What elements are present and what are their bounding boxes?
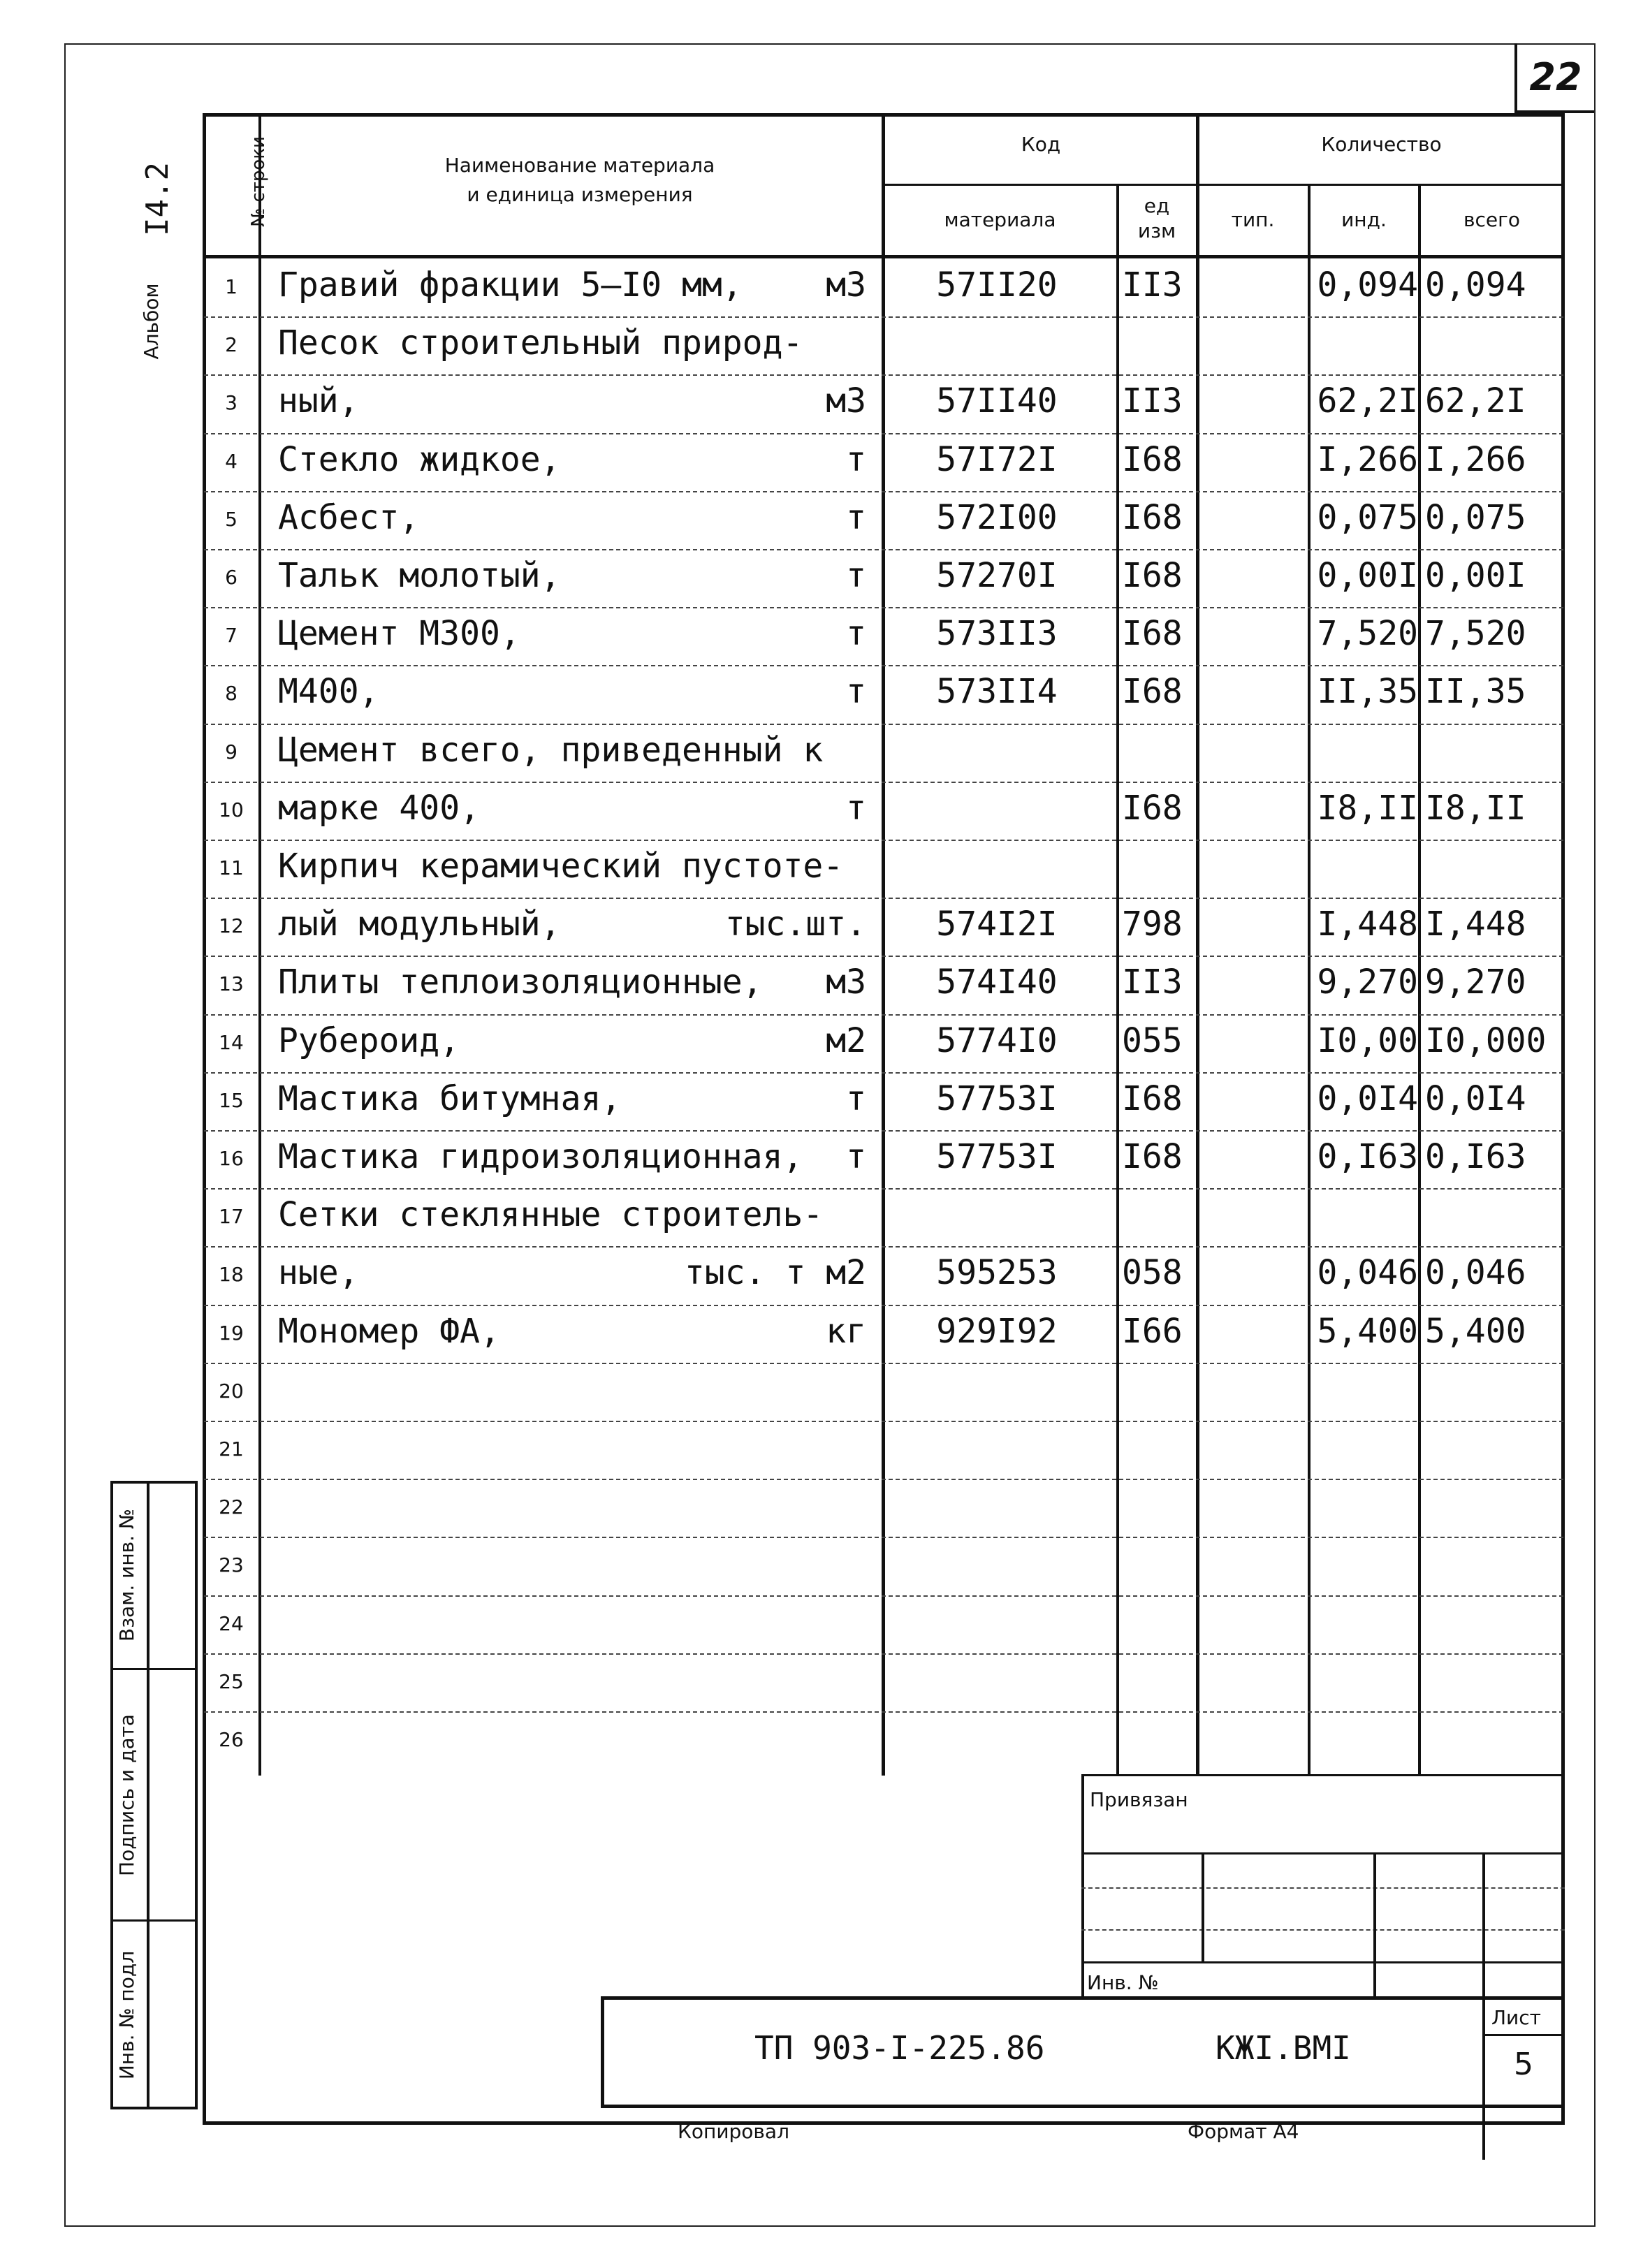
material-unit: тыс.шт. [724, 905, 866, 944]
qty-ind: 0,094 [1317, 265, 1418, 305]
material-code: 595253 [936, 1253, 1058, 1293]
row-divider [204, 1595, 1563, 1598]
row-divider [204, 1711, 1563, 1714]
material-name: Мастика гидроизоляционная, [278, 1137, 803, 1176]
header-name-line1: Наименование материала [444, 154, 715, 177]
qty-ind: I,266 [1317, 439, 1418, 479]
privyazan-label: Привязан [1090, 1788, 1188, 1811]
stamp-top-line [1081, 1774, 1565, 1776]
header-code: Код [1021, 133, 1061, 156]
row-divider [204, 1363, 1563, 1366]
unit-code: I68 [1122, 614, 1183, 654]
row-number: 25 [219, 1669, 244, 1693]
qty-total: 0,094 [1425, 265, 1526, 305]
row-divider [204, 1014, 1563, 1017]
unit-code: I68 [1122, 556, 1183, 595]
list-number: 5 [1514, 2047, 1533, 2082]
unit-code: II3 [1122, 265, 1183, 305]
unit-code: I68 [1122, 788, 1183, 828]
material-name: ный, [278, 381, 359, 421]
qty-ind: 0,075 [1317, 497, 1418, 537]
row-number: 20 [219, 1379, 244, 1403]
material-name: М400, [278, 672, 379, 712]
qty-total: 0,075 [1425, 497, 1526, 537]
row-number: 23 [219, 1553, 244, 1577]
qty-ind: 62,2I [1317, 381, 1418, 421]
material-name: Тальк молотый, [278, 556, 561, 595]
copied-label: Копировал [678, 2120, 789, 2143]
side-field-sep-2 [110, 1919, 198, 1922]
material-unit: тыс. т м2 [684, 1253, 866, 1293]
qty-ind: 9,270 [1317, 963, 1418, 1002]
material-code: 574I2I [936, 905, 1058, 944]
list-label: Лист [1491, 2006, 1541, 2029]
row-divider [204, 1305, 1563, 1308]
qty-ind: 0,00I [1317, 556, 1418, 595]
stamp-line-a [1081, 1852, 1565, 1854]
header-row-no: № строки [248, 136, 269, 227]
qty-total: I0,000 [1425, 1020, 1547, 1060]
unit-code: 798 [1122, 905, 1183, 944]
material-name: Сетки стеклянные строитель- [278, 1195, 824, 1235]
row-divider [204, 840, 1563, 842]
qty-total: I,448 [1425, 905, 1526, 944]
title-block [601, 1996, 1565, 2108]
qty-ind: 5,400 [1317, 1311, 1418, 1351]
row-divider [204, 1537, 1563, 1539]
material-unit: т [846, 439, 866, 479]
qty-ind: I8,II [1317, 788, 1418, 828]
row-number: 26 [219, 1728, 244, 1751]
row-number: 8 [225, 682, 238, 705]
row-divider [204, 1653, 1563, 1656]
stamp-col-2 [1373, 1852, 1376, 1996]
row-divider [204, 607, 1563, 610]
row-divider [204, 956, 1563, 958]
sheet-number: 22 [1514, 43, 1594, 113]
material-code: 574I40 [936, 963, 1058, 1002]
material-code: 57753I [936, 1137, 1058, 1176]
qty-ind: 0,0I4 [1317, 1078, 1418, 1118]
album-number: I4.2 [140, 162, 175, 236]
row-divider [204, 1246, 1563, 1249]
col-line-name [882, 113, 885, 1776]
qty-ind: 0,I63 [1317, 1137, 1418, 1176]
material-name: Асбест, [278, 497, 420, 537]
row-divider [204, 1130, 1563, 1133]
row-divider [204, 491, 1563, 494]
header-qty-total: всего [1463, 208, 1520, 231]
unit-code: 058 [1122, 1253, 1183, 1293]
material-code: 57753I [936, 1078, 1058, 1118]
row-number: 21 [219, 1437, 244, 1461]
row-number: 12 [219, 914, 244, 938]
header-qty-ind: инд. [1341, 208, 1387, 231]
unit-code: I66 [1122, 1311, 1183, 1351]
material-unit: м3 [826, 265, 866, 305]
row-number: 5 [225, 507, 238, 531]
col-line-num [258, 113, 261, 1776]
header-name-line2: и единица измерения [467, 183, 693, 206]
podpis-data-label: Подпись и дата [115, 1714, 138, 1876]
row-number: 3 [225, 391, 238, 415]
material-name: Плиты теплоизоляционные, [278, 963, 763, 1002]
row-number: 17 [219, 1205, 244, 1229]
unit-code: I68 [1122, 1078, 1183, 1118]
material-unit: м3 [826, 963, 866, 1002]
row-number: 9 [225, 740, 238, 763]
unit-code: I68 [1122, 1137, 1183, 1176]
material-code: 57I72I [936, 439, 1058, 479]
row-divider [204, 316, 1563, 319]
material-name: Гравий фракции 5–I0 мм, [278, 265, 743, 305]
album-label: Альбом [140, 283, 163, 360]
material-unit: т [846, 497, 866, 537]
row-divider [204, 898, 1563, 900]
qty-total: 0,00I [1425, 556, 1526, 595]
row-number: 14 [219, 1030, 244, 1054]
stamp-line-b [1081, 1887, 1565, 1890]
qty-total: 0,046 [1425, 1253, 1526, 1293]
material-unit: т [846, 672, 866, 712]
qty-ind: 0,046 [1317, 1253, 1418, 1293]
material-name: Мономер ФА, [278, 1311, 500, 1351]
row-number: 11 [219, 856, 244, 879]
row-number: 2 [225, 333, 238, 357]
material-unit: т [846, 614, 866, 654]
row-number: 6 [225, 566, 238, 589]
material-name: ные, [278, 1253, 359, 1293]
header-code-material: материала [944, 208, 1056, 231]
row-divider [204, 1072, 1563, 1075]
row-divider [204, 1421, 1563, 1424]
header-code-unit-1: ед [1144, 194, 1170, 217]
qty-total: 5,400 [1425, 1311, 1526, 1351]
material-unit: т [846, 556, 866, 595]
stamp-col-1 [1202, 1852, 1204, 1961]
row-divider [204, 724, 1563, 726]
material-name: Рубероид, [278, 1020, 460, 1060]
qty-total: 0,I63 [1425, 1137, 1526, 1176]
row-number: 4 [225, 449, 238, 473]
material-name: Стекло жидкое, [278, 439, 561, 479]
row-number: 13 [219, 972, 244, 996]
material-unit: т [846, 788, 866, 828]
qty-total: I8,II [1425, 788, 1526, 828]
header-divider-upper [884, 184, 1565, 186]
header-quantity: Количество [1321, 133, 1442, 156]
material-unit: м3 [826, 381, 866, 421]
qty-ind: II,35 [1317, 672, 1418, 712]
material-code: 929I92 [936, 1311, 1058, 1351]
row-divider [204, 374, 1563, 377]
qty-ind: I0,00 [1317, 1020, 1418, 1060]
qty-ind: I,448 [1317, 905, 1418, 944]
unit-code: II3 [1122, 381, 1183, 421]
material-name: Кирпич керамический пустоте- [278, 847, 844, 886]
row-divider [204, 782, 1563, 784]
col-line-ed [1196, 113, 1199, 1776]
row-divider [204, 665, 1563, 668]
row-number: 18 [219, 1263, 244, 1287]
header-code-unit-2: изм [1137, 219, 1176, 242]
material-unit: м2 [826, 1020, 866, 1060]
side-fields-divider [147, 1481, 149, 2109]
qty-total: I,266 [1425, 439, 1526, 479]
vzam-inv-label: Взам. инв. № [115, 1508, 138, 1642]
stamp-line-d [1081, 1961, 1565, 1963]
row-number: 1 [225, 275, 238, 298]
row-divider [204, 1188, 1563, 1191]
material-unit: т [846, 1078, 866, 1118]
material-name: Цемент всего, приведенный к [278, 730, 824, 770]
qty-total: 7,520 [1425, 614, 1526, 654]
inv-podl-label: Инв. № подл [115, 1950, 138, 2080]
row-divider [204, 1479, 1563, 1481]
stamp-line-c [1081, 1929, 1565, 1932]
material-code: 57270I [936, 556, 1058, 595]
material-name: Песок строительный природ- [278, 323, 803, 363]
doc-mark: КЖI.ВМI [1215, 2029, 1351, 2067]
doc-code: ТП 903-I-225.86 [754, 2029, 1045, 2067]
material-code: 57II20 [936, 265, 1058, 305]
qty-total: 0,0I4 [1425, 1078, 1526, 1118]
material-code: 572I00 [936, 497, 1058, 537]
material-name: Мастика битумная, [278, 1078, 622, 1118]
material-code: 573II4 [936, 672, 1058, 712]
row-number: 22 [219, 1495, 244, 1519]
row-number: 15 [219, 1088, 244, 1112]
material-unit: кг [826, 1311, 866, 1351]
row-number: 16 [219, 1147, 244, 1170]
qty-total: 62,2I [1425, 381, 1526, 421]
unit-code: I68 [1122, 439, 1183, 479]
row-number: 19 [219, 1321, 244, 1345]
header-qty-typ: тип. [1231, 208, 1275, 231]
material-code: 57II40 [936, 381, 1058, 421]
qty-total: 9,270 [1425, 963, 1526, 1002]
unit-code: 055 [1122, 1020, 1183, 1060]
list-divider [1482, 2034, 1565, 2036]
inv-no-label: Инв. № [1087, 1971, 1159, 1994]
material-name: Цемент М300, [278, 614, 520, 654]
side-field-sep-1 [110, 1668, 198, 1670]
row-number: 24 [219, 1611, 244, 1635]
row-divider [204, 433, 1563, 436]
material-code: 5774I0 [936, 1020, 1058, 1060]
unit-code: I68 [1122, 497, 1183, 537]
material-code: 573II3 [936, 614, 1058, 654]
row-divider [204, 549, 1563, 552]
unit-code: I68 [1122, 672, 1183, 712]
qty-ind: 7,520 [1317, 614, 1418, 654]
row-number: 10 [219, 798, 244, 821]
material-name: лый модульный, [278, 905, 561, 944]
row-number: 7 [225, 624, 238, 648]
material-unit: т [846, 1137, 866, 1176]
format-label: Формат А4 [1188, 2120, 1299, 2143]
qty-total: II,35 [1425, 672, 1526, 712]
material-name: марке 400, [278, 788, 480, 828]
unit-code: II3 [1122, 963, 1183, 1002]
